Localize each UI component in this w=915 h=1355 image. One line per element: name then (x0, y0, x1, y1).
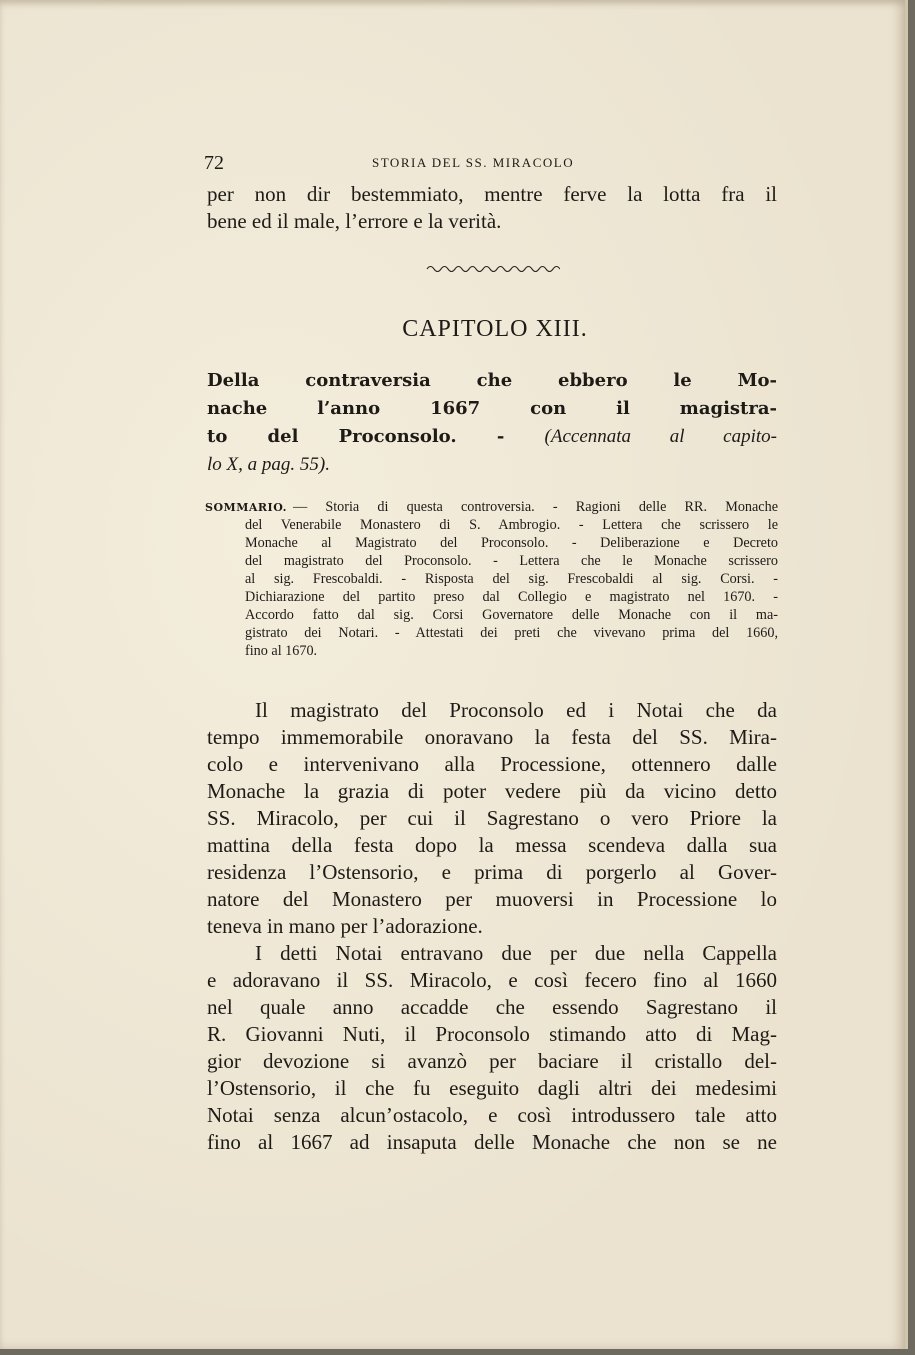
body-line: Il magistrato del Proconsolo ed i Notai che da (255, 698, 777, 722)
body-line: R. Giovanni Nuti, il Proconsolo stimando atto di Mag- (207, 1022, 777, 1046)
body-line: l’Ostensorio, il che fu eseguito dagli altri dei medesimi (207, 1076, 777, 1100)
summary-line: al sig. Frescobaldi. - Risposta del sig. Frescobaldi al sig. Corsi. - (245, 571, 778, 587)
body-line: colo e intervenivano alla Processione, ottennero dalle (207, 752, 777, 776)
body-line: Notai senza alcun’ostacolo, e così introdussero tale atto (207, 1103, 777, 1127)
body-line: residenza l’Ostensorio, e prima di porgerlo al Gover- (207, 860, 777, 884)
body-line: teneva in mano per l’adorazione. (207, 914, 483, 938)
body-line: natore del Monastero per muoversi in Processione lo (207, 887, 777, 911)
summary-line: del Venerabile Monastero di S. Ambrogio. - Lettera che scrissero le (245, 517, 778, 533)
body-line: e adoravano il SS. Miracolo, e così fecero fino al 1660 (207, 968, 777, 992)
intro-line: bene ed il male, l’errore e la verità. (207, 209, 502, 233)
chapter-heading-line (207, 424, 777, 450)
chapter-title: CAPITOLO XIII. (402, 316, 588, 342)
summary-line: Monache al Magistrato del Proconsolo. - Deliberazione e Decreto (245, 535, 778, 551)
body-line: nel quale anno accadde che essendo Sagrestano il (207, 995, 777, 1019)
body-line: tempo immemorabile onoravano la festa del SS. Mira- (207, 725, 777, 749)
body-line: fino al 1667 ad insaputa delle Monache che non se ne (207, 1130, 777, 1154)
summary-line: Dichiarazione del partito preso dal Collegio e magistrato nel 1670. - (245, 589, 778, 605)
summary-line (205, 498, 778, 517)
intro-line: per non dir bestemmiato, mentre ferve la lotta fra il (207, 182, 777, 206)
page-header (204, 152, 624, 174)
chapter-heading-text: to del Proconsolo. - (207, 426, 505, 447)
chapter-heading-line: Della contraversia che ebbero le Mo- (207, 370, 777, 391)
page-number: 72 (204, 152, 224, 174)
summary-line: del magistrato del Proconsolo. - Lettera che le Monache scrissero (245, 553, 778, 569)
summary-line: fino al 1670. (245, 643, 318, 659)
body-line: mattina della festa dopo la messa scendeva dalla sua (207, 833, 777, 857)
chapter-heading-note: (Accennata al capito- (544, 426, 777, 447)
body-line: I detti Notai entravano due per due nella Cappella (255, 941, 777, 965)
body-line: SS. Miracolo, per cui il Sagrestano o vero Priore la (207, 806, 777, 830)
running-head: STORIA DEL SS. MIRACOLO (372, 155, 575, 170)
summary-text: — Storia di questa controversia. - Ragioni delle RR. Monache (292, 499, 778, 515)
chapter-heading-line: nache l’anno 1667 con il magistra- (207, 398, 777, 419)
wavy-divider-ornament (425, 262, 560, 276)
summary-line: Accordo fatto dal sig. Corsi Governatore delle Monache con il ma- (245, 607, 778, 623)
summary-line: gistrato dei Notari. - Attestati dei preti che vivevano prima del 1660, (245, 625, 778, 641)
body-line: gior devozione si avanzò per baciare il cristallo del- (207, 1049, 777, 1073)
chapter-heading-note-line: lo X, a pag. 55). (207, 454, 330, 475)
body-line: Monache la grazia di poter vedere più da vicino detto (207, 779, 777, 803)
summary-label: SOMMARIO. (205, 501, 287, 514)
